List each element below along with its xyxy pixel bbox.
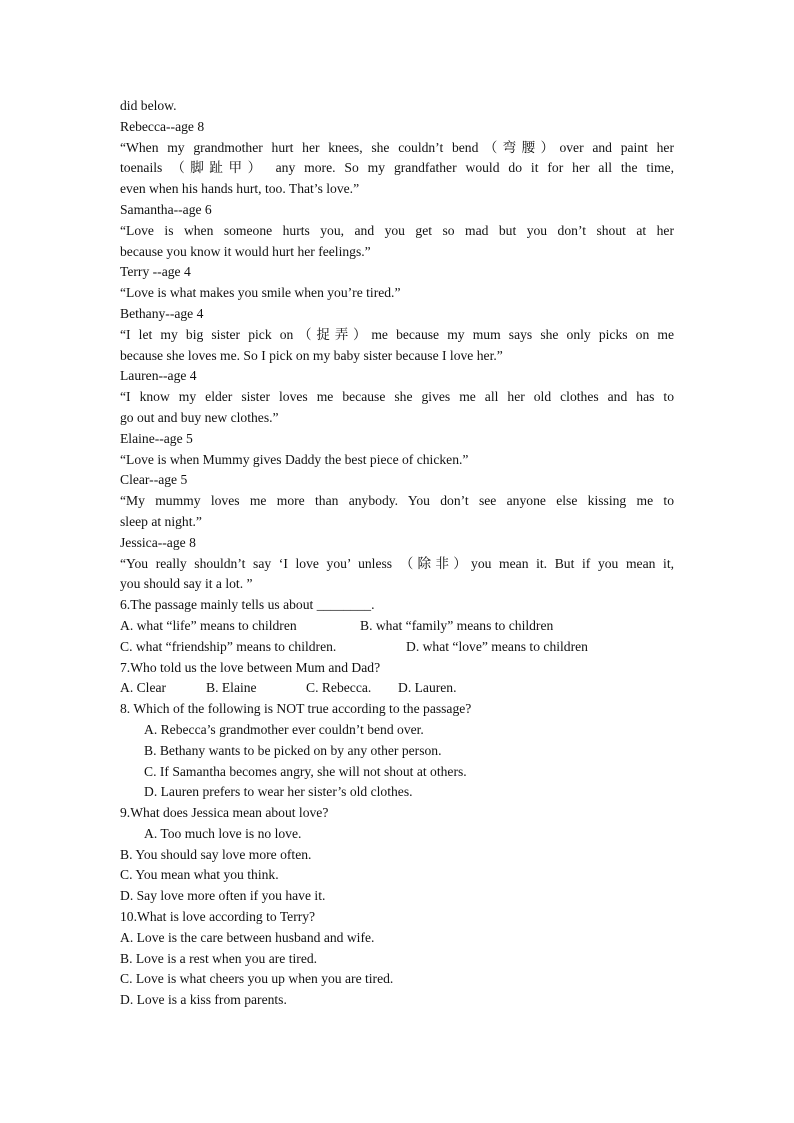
question-6 [120,595,674,657]
passage [120,96,674,595]
passage-line: “I let my big sister pick on（捉弄）me because my mum says she only picks on me [120,326,674,342]
speaker-label: Samantha--age 6 [120,201,212,217]
option-d: D. Say love more often if you have it. [120,888,326,904]
option-b: B. Love is a rest when you are tired. [120,950,318,966]
passage-line: did below. [120,98,177,113]
option-row [120,637,674,658]
option-row [120,616,674,637]
passage-line: “You really shouldn’t say ‘I love you’ unless （除非）you mean it. But if you mean it, [120,555,674,571]
speaker-label: Lauren--age 4 [120,368,197,384]
passage-line: toenails （脚趾甲） any more. So my grandfather would do it for her all the time, [120,160,674,176]
passage-line: sleep at night.” [120,513,202,529]
speaker-label: Bethany--age 4 [120,305,204,321]
passage-line: “When my grandmother hurt her knees, she couldn’t bend（弯腰）over and paint her [120,139,674,155]
option-c: C. what “friendship” means to children. [120,638,337,654]
option-a: A. Too much love is no love. [144,825,302,841]
question-7 [120,658,674,700]
passage-line: “My mummy loves me more than anybody. You don’t see anyone else kissing me to [120,493,674,509]
option-a: A. what “life” means to children [120,617,297,633]
option-d: D. Love is a kiss from parents. [120,992,287,1008]
speaker-label: Rebecca--age 8 [120,118,205,134]
option-d: D. Lauren. [398,680,457,696]
option-b: B. You should say love more often. [120,846,312,862]
option-c: C. You mean what you think. [120,867,279,883]
speaker-label: Jessica--age 8 [120,534,196,550]
option-d: D. what “love” means to children [406,638,588,654]
document-page [120,96,674,1011]
option-b: B. what “family” means to children [360,617,554,633]
option-a: A. Rebecca’s grandmother ever couldn’t bend over. [144,721,424,737]
passage-line: you should say it a lot. ” [120,576,253,592]
passage-line: “Love is when Mummy gives Daddy the best piece of chicken.” [120,451,469,467]
passage-line: “I know my elder sister loves me because she gives me all her old clothes and has to [120,389,674,405]
question-stem: 9.What does Jessica mean about love? [120,805,329,821]
option-a: A. Clear [120,680,167,696]
question-10 [120,907,674,1011]
option-c: C. If Samantha becomes angry, she will not shout at others. [144,763,467,779]
question-stem: 6.The passage mainly tells us about ________. [120,597,375,613]
option-b: B. Elaine [206,680,257,696]
option-c: C. Rebecca. [306,680,372,696]
question-9 [120,803,674,907]
passage-line: because she loves me. So I pick on my baby sister because I love her.” [120,347,503,363]
passage-line: even when his hands hurt, too. That’s love.” [120,181,360,197]
passage-line: “Love is what makes you smile when you’re tired.” [120,285,401,301]
option-a: A. Love is the care between husband and wife. [120,929,375,945]
speaker-label: Elaine--age 5 [120,430,193,446]
option-b: B. Bethany wants to be picked on by any other person. [144,742,442,758]
passage-line: “Love is when someone hurts you, and you get so mad but you don’t shout at her [120,222,674,238]
question-stem: 8. Which of the following is NOT true according to the passage? [120,701,472,717]
speaker-label: Terry --age 4 [120,264,191,280]
passage-line: because you know it would hurt her feelings.” [120,243,371,259]
option-d: D. Lauren prefers to wear her sister’s old clothes. [144,784,413,800]
question-8 [120,699,674,803]
speaker-label: Clear--age 5 [120,472,188,488]
question-stem: 10.What is love according to Terry? [120,909,316,925]
question-stem: 7.Who told us the love between Mum and Dad? [120,659,381,675]
passage-line: go out and buy new clothes.” [120,409,279,425]
option-c: C. Love is what cheers you up when you are tired. [120,971,394,987]
option-row [120,678,674,699]
